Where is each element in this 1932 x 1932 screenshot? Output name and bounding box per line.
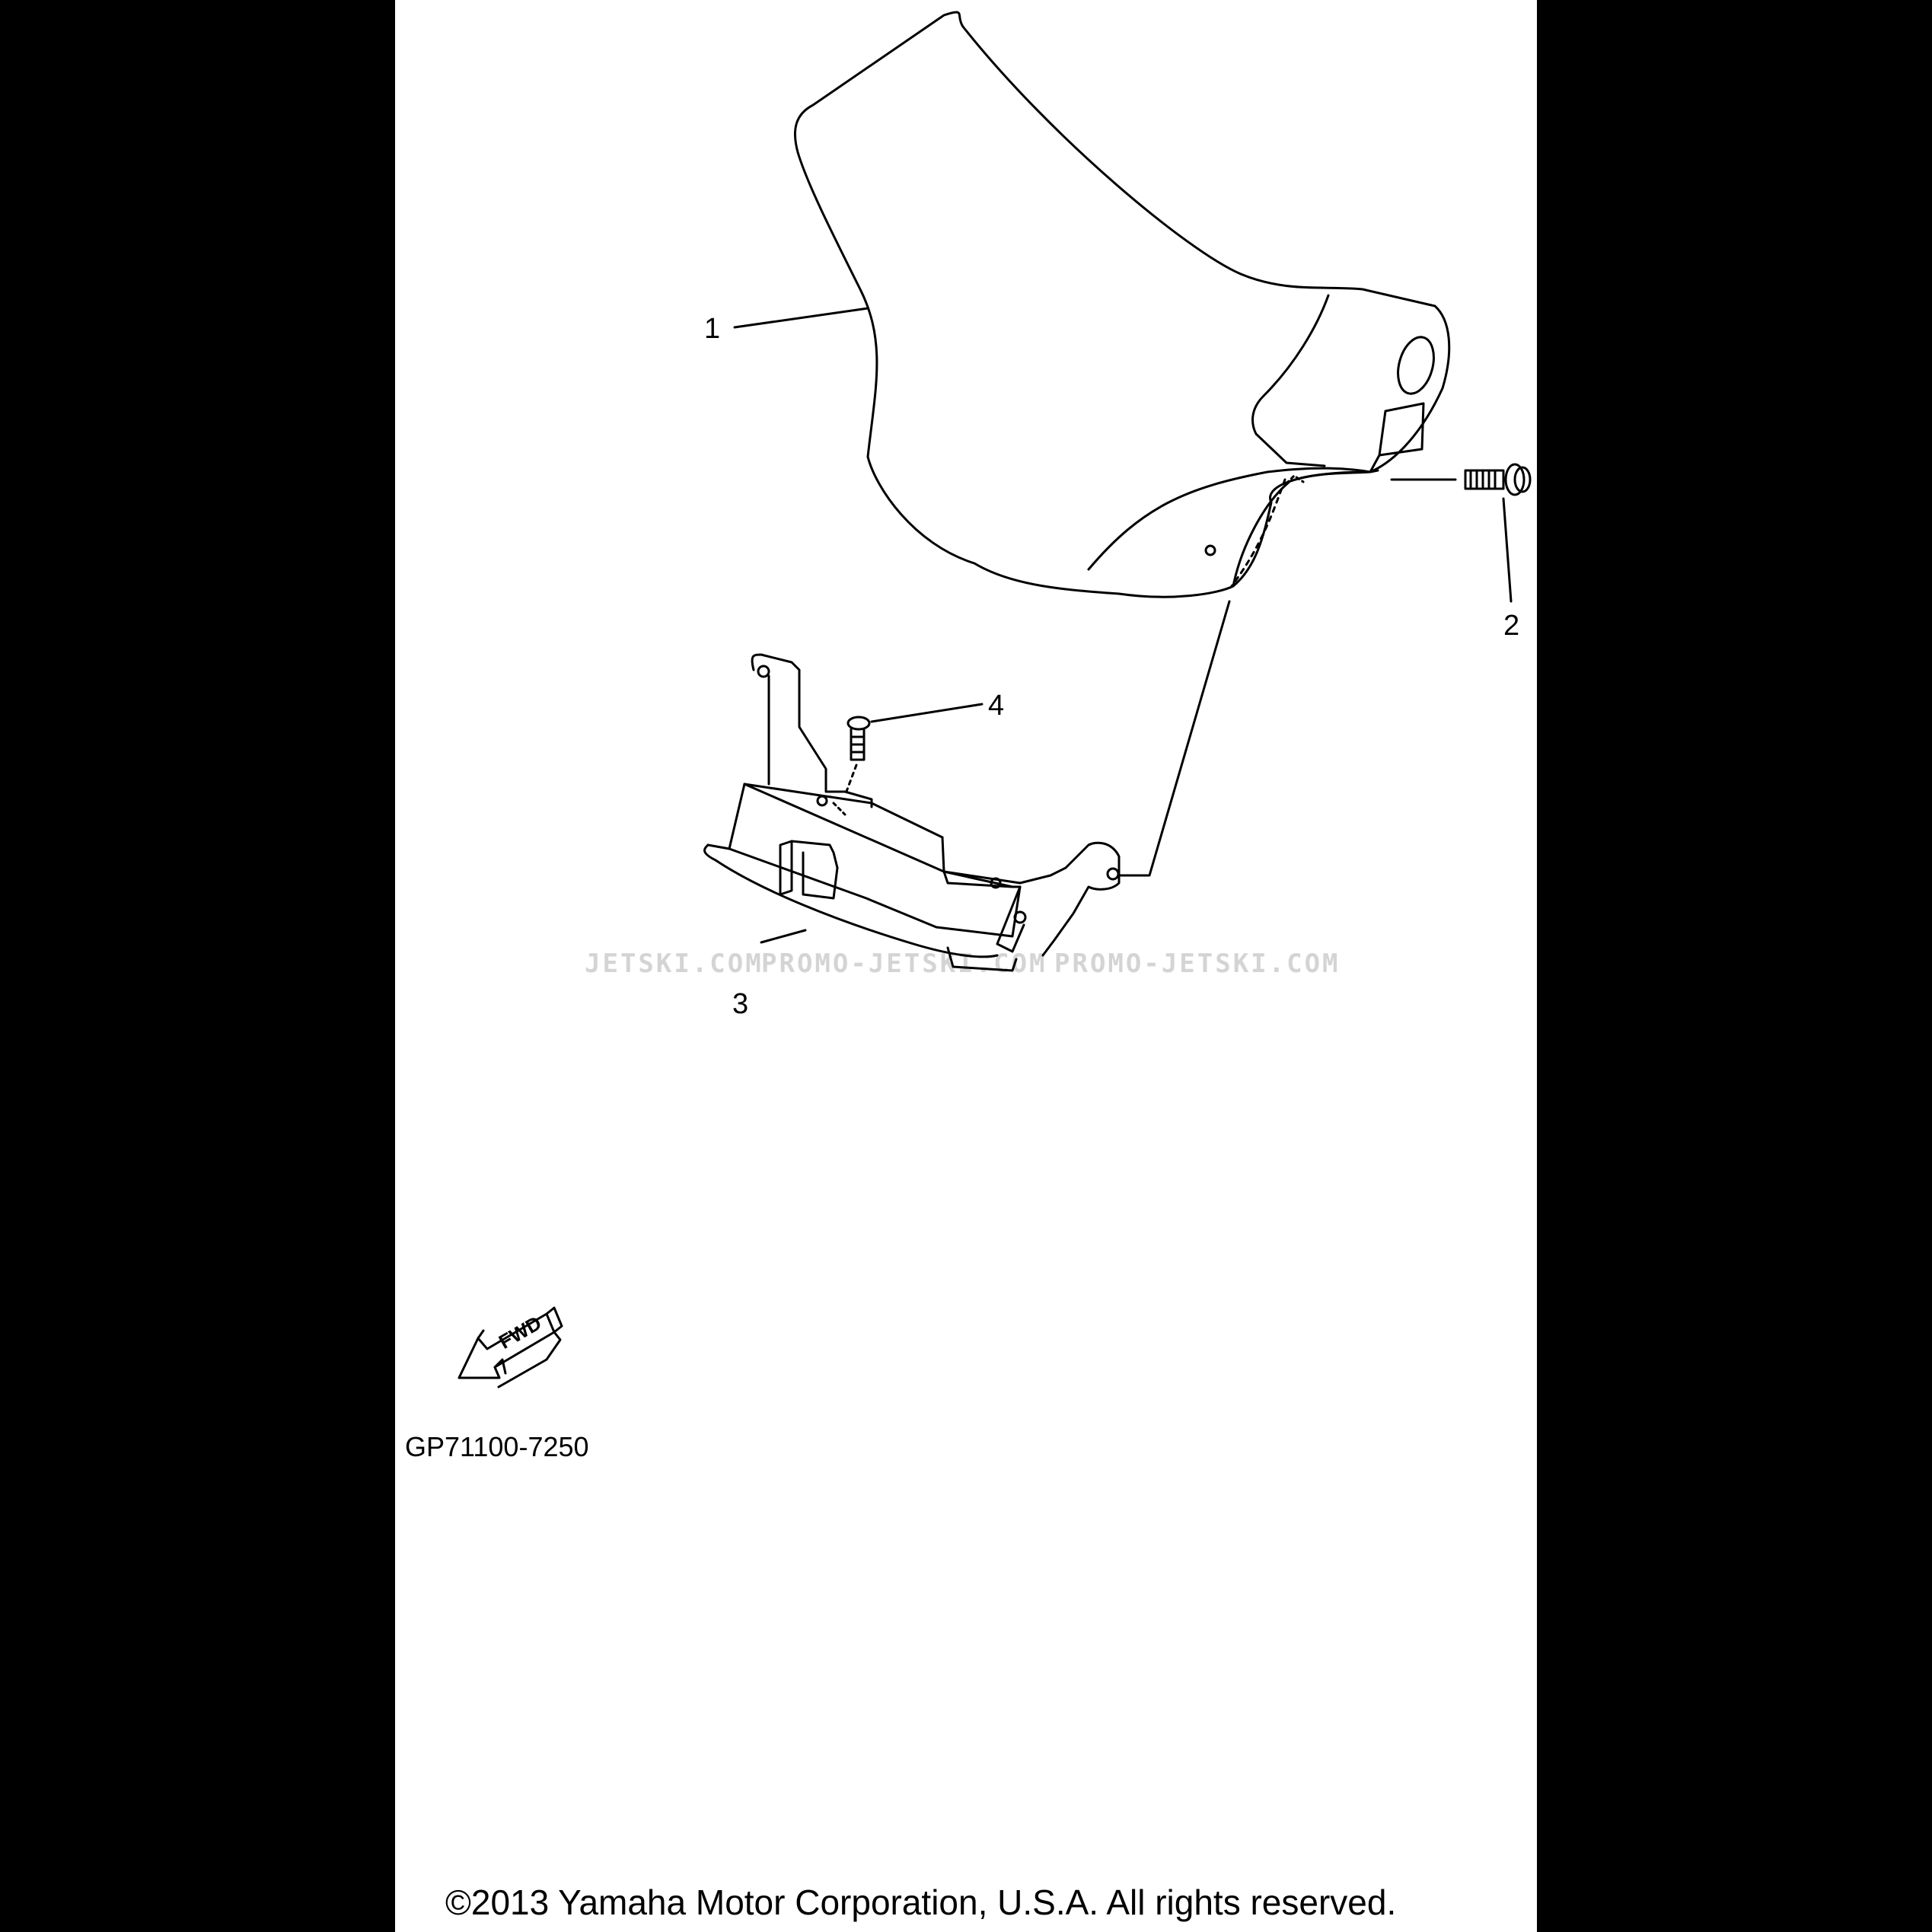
fwd-arrow-label: FWD bbox=[495, 1311, 546, 1353]
seat-part bbox=[795, 12, 1449, 597]
watermark-text: PROMO-JETSKI.COM bbox=[1054, 948, 1341, 979]
callout-4: 4 bbox=[988, 690, 1005, 722]
watermark-text: JETSKI.COM bbox=[585, 948, 764, 979]
screw-part bbox=[845, 704, 982, 795]
copyright-notice: ©2013 Yamaha Motor Corporation, U.S.A. All rights reserved. bbox=[445, 1883, 1397, 1922]
callout-3: 3 bbox=[732, 988, 749, 1020]
bracket-part bbox=[705, 601, 1229, 971]
diagram-code: GP71100-7250 bbox=[405, 1431, 589, 1462]
callout-1: 1 bbox=[704, 313, 721, 345]
callout-2: 2 bbox=[1503, 610, 1520, 642]
bolt-part bbox=[1392, 464, 1530, 495]
watermark-text: PROMO-JETSKI.COM bbox=[761, 948, 1047, 979]
leader-line-1 bbox=[735, 308, 868, 327]
leader-line-3 bbox=[761, 930, 805, 942]
leader-line-2 bbox=[1503, 499, 1511, 601]
